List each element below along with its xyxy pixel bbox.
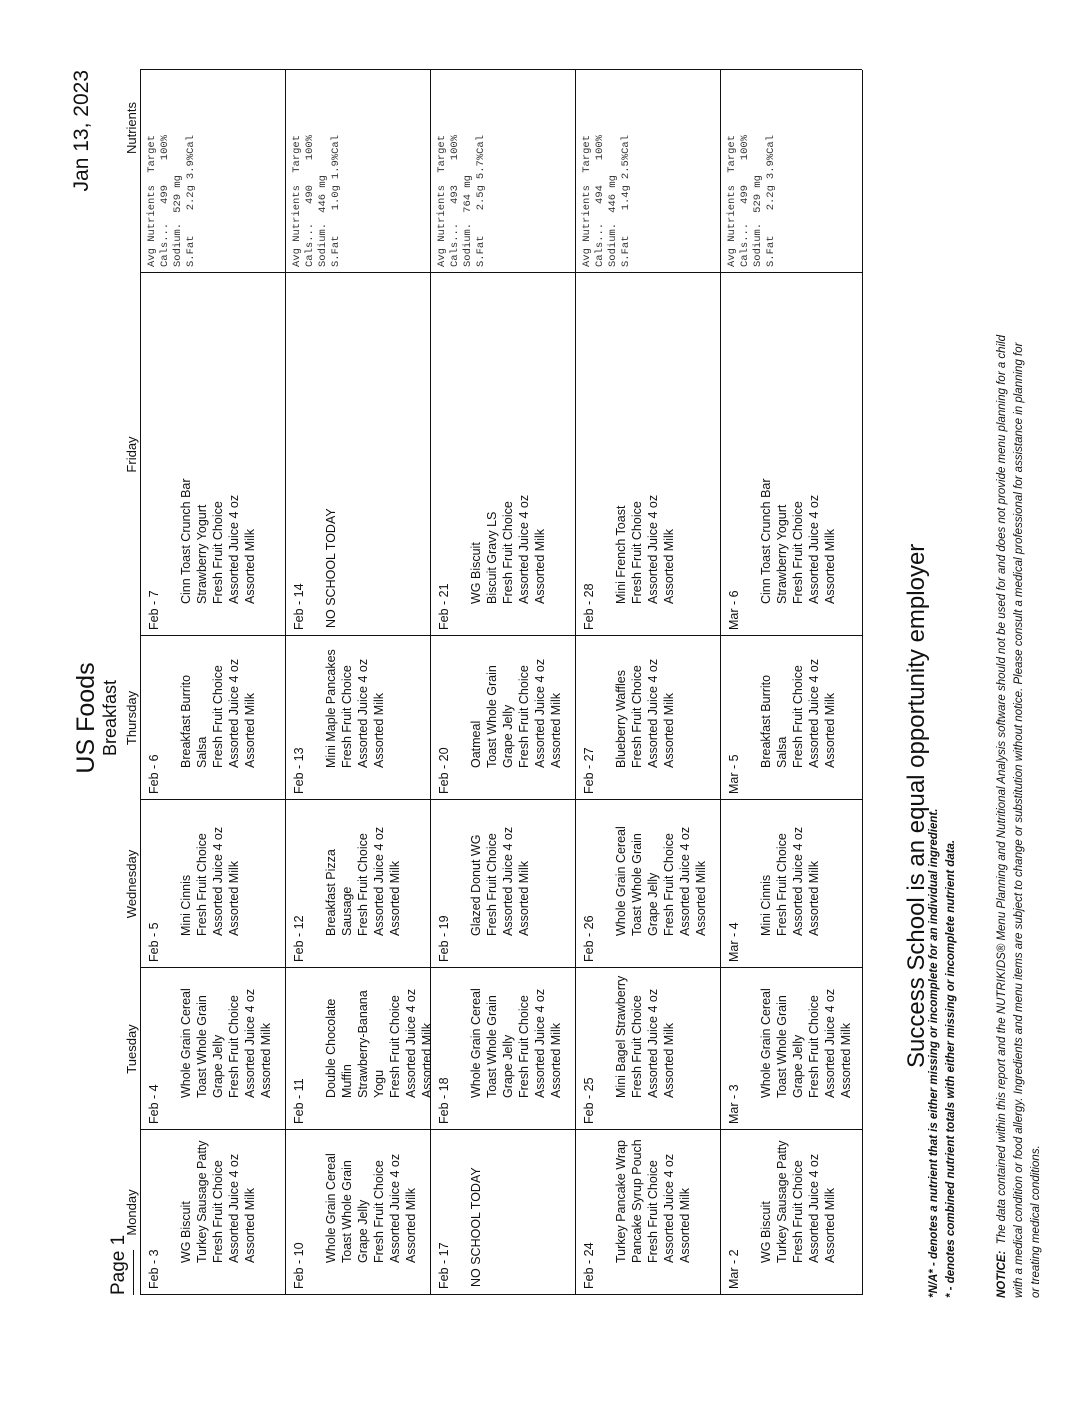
nutrient-sfat-label: S.Fat [620, 235, 632, 267]
menu-item: Assorted Milk [549, 1022, 563, 1098]
no-school-notice: NO SCHOOL TODAY [324, 508, 338, 628]
menu-item: Fresh Fruit Choice [662, 833, 676, 936]
menu-item: Assorted Milk [549, 692, 563, 768]
nutrient-sodium-label: Sodium. [462, 222, 474, 267]
day-date: Feb - 13 [292, 747, 306, 794]
nutrient-target: Target [291, 134, 303, 173]
menu-item: Whole Grain Cereal [759, 988, 773, 1098]
menu-day-cell [140, 636, 285, 800]
menu-item: Whole Grain Cereal [469, 988, 483, 1098]
nutrient-sfat-pct: 2.5%Cal [620, 134, 632, 180]
menu-item: Oatmeal [469, 720, 483, 768]
menu-item: Assorted Juice 4 oz [678, 826, 692, 936]
menu-day-cell [575, 1130, 720, 1295]
day-date: Feb - 7 [147, 590, 161, 630]
menu-item: Assorted Juice 4 oz [807, 494, 821, 604]
menu-day-cell [720, 273, 862, 636]
menu-item: Breakfast Burrito [759, 674, 773, 768]
day-date: Feb - 3 [147, 1249, 161, 1289]
menu-item: Assorted Milk [243, 528, 257, 604]
nutrient-heading: Avg Nutrients [436, 185, 448, 267]
menu-item: Assorted Milk [807, 860, 821, 936]
menu-day-cell [575, 800, 720, 968]
nutrient-sfat: 2.5g [475, 185, 487, 211]
menu-item: Fresh Fruit Choice [372, 1160, 386, 1263]
menu-item: Fresh Fruit Choice [211, 1160, 225, 1263]
menu-item: Fresh Fruit Choice [630, 665, 644, 768]
menu-item: Assorted Juice 4 oz [227, 658, 241, 768]
menu-day-cell [140, 800, 285, 968]
nutrient-cals-target: 100% [449, 134, 461, 161]
nutrient-sfat: 2.2g [765, 185, 777, 211]
nutrient-heading: Avg Nutrients [291, 185, 303, 267]
menu-day-cell [720, 1130, 862, 1295]
menu-item: Pancake Syrup Pouch [630, 1139, 644, 1263]
nutrient-cals-target: 100% [304, 134, 316, 161]
menu-item: Mini Cinnis [759, 874, 773, 936]
menu-day-cell [575, 968, 720, 1130]
notice-line-3: or treating medical conditions. [1030, 1145, 1042, 1298]
note-na: *N/A* - denotes a nutrient that is either missing or incomplete for an individual ingredient. [928, 808, 940, 1298]
nutrient-sfat-label: S.Fat [475, 235, 487, 267]
nutrient-sodium-label: Sodium. [317, 222, 329, 267]
nutrient-sfat-label: S.Fat [185, 235, 197, 267]
menu-item: Assorted Juice 4 oz [807, 1153, 821, 1263]
day-header-thursday: Thursday [124, 690, 139, 746]
menu-item: Grape Jelly [356, 1199, 370, 1263]
nutrient-sodium: 446 mg [317, 175, 329, 213]
day-date: Feb - 11 [292, 1078, 306, 1124]
column-divider [140, 69, 862, 70]
nutrient-target: Target [146, 134, 158, 173]
menu-item: Fresh Fruit Choice [211, 501, 225, 604]
menu-item: Salsa [775, 736, 789, 768]
day-date: Feb - 24 [582, 1242, 596, 1289]
menu-item: Mini Cinnis [179, 874, 193, 936]
menu-item: Assorted Milk [823, 1187, 837, 1263]
menu-item: Whole Grain Cereal [614, 826, 628, 936]
nutrient-cals: 490 [304, 185, 316, 204]
nutrient-heading: Avg Nutrients [146, 185, 158, 267]
menu-item: Breakfast Pizza Sausage [324, 849, 354, 936]
menu-item: Assorted Milk [533, 528, 547, 604]
menu-item: Cinn Toast Crunch Bar [179, 478, 193, 604]
day-date: Feb - 6 [147, 754, 161, 794]
nutrient-summary [581, 129, 633, 267]
day-date: Feb - 10 [292, 1242, 306, 1289]
menu-item: Fresh Fruit Choice [501, 501, 515, 604]
menu-item: Blueberry Waffles [614, 670, 628, 768]
menu-day-cell [285, 273, 430, 636]
menu-day-cell [720, 968, 862, 1130]
menu-item: Mini French Toast [614, 505, 628, 604]
day-date: Mar - 2 [727, 1249, 741, 1289]
nutrient-cals-target: 100% [739, 134, 751, 161]
nutrient-sodium-label: Sodium. [172, 222, 184, 267]
menu-item: Assorted Juice 4 oz [662, 1153, 676, 1263]
menu-item: Toast Whole Grain [630, 833, 644, 936]
notice-line-1 [996, 335, 1008, 1298]
day-date: Mar - 3 [727, 1084, 741, 1124]
menu-day-cell [140, 273, 285, 636]
menu-day-cell [140, 968, 285, 1130]
menu-item: Fresh Fruit Choice [388, 995, 402, 1098]
day-date: Feb - 5 [147, 922, 161, 962]
menu-item: Assorted Juice 4 oz [791, 826, 805, 936]
menu-day-cell [285, 800, 430, 968]
menu-item: Salsa [195, 736, 209, 768]
day-date: Feb - 17 [437, 1242, 451, 1289]
nutrient-target: Target [726, 134, 738, 173]
menu-item: Assorted Milk [227, 860, 241, 936]
menu-item: Fresh Fruit Choice [775, 833, 789, 936]
nutrient-sfat-pct: 3.9%Cal [765, 134, 777, 180]
nutrient-summary [436, 129, 488, 267]
menu-item: Assorted Juice 4 oz [646, 494, 660, 604]
menu-item: Fresh Fruit Choice [517, 995, 531, 1098]
day-header-monday: Monday [124, 1189, 139, 1236]
nutrient-heading: Avg Nutrients [726, 185, 738, 267]
menu-item: Fresh Fruit Choice [340, 665, 354, 768]
menu-item: Turkey Sausage Patty [195, 1140, 209, 1263]
menu-item: Assorted Milk [517, 860, 531, 936]
menu-day-cell [285, 968, 434, 1130]
day-header-wednesday: Wednesday [124, 849, 139, 919]
nutrient-cals-target: 100% [594, 134, 606, 161]
menu-item: Assorted Milk [243, 692, 257, 768]
menu-item: Assorted Milk [678, 1187, 692, 1263]
nutrient-sfat: 1.0g [330, 185, 342, 211]
notice-text-1: The data contained within this report and the NUTRIKIDS® Menu Planning and Nutritional Analysis software should not be used for and does not provide menu planning for a child [996, 334, 1008, 1245]
day-date: Feb - 20 [437, 747, 451, 794]
menu-item: WG Biscuit [759, 1201, 773, 1263]
nutrient-sodium: 446 mg [607, 175, 619, 213]
menu-day-cell [720, 636, 862, 800]
day-date: Mar - 5 [727, 754, 741, 794]
nutrient-cals-label: Cals... [739, 222, 751, 267]
menu-item: Fresh Fruit Choice [791, 501, 805, 604]
menu-item: Assorted Juice 4 oz [372, 826, 386, 936]
day-date: Mar - 4 [727, 922, 741, 962]
menu-item: Assorted Milk [420, 1022, 434, 1098]
menu-day-cell [575, 636, 720, 800]
menu-item: Assorted Juice 4 oz [533, 988, 547, 1098]
menu-item: Fresh Fruit Choice [485, 833, 499, 936]
nutrient-sfat-pct: 5.7%Cal [475, 134, 487, 180]
menu-item: Mini Bagel Strawberry [614, 975, 628, 1098]
menu-item: Assorted Milk [662, 528, 676, 604]
menu-item: Assorted Milk [839, 1022, 853, 1098]
menu-item: Assorted Milk [662, 692, 676, 768]
menu-item: Fresh Fruit Choice [517, 665, 531, 768]
menu-item: Assorted Juice 4 oz [646, 658, 660, 768]
menu-item: Assorted Juice 4 oz [243, 988, 257, 1098]
menu-item: Assorted Milk [372, 692, 386, 768]
nutrient-sodium-label: Sodium. [752, 222, 764, 267]
nutrient-cals-label: Cals... [159, 222, 171, 267]
menu-item: Fresh Fruit Choice [356, 833, 370, 936]
day-date: Feb - 14 [292, 583, 306, 630]
menu-item: Strawberry Yogurt [195, 504, 209, 604]
nutrient-sodium-label: Sodium. [607, 222, 619, 267]
menu-day-cell [430, 1130, 575, 1295]
nutrient-sfat-label: S.Fat [765, 235, 777, 267]
equal-opportunity-statement: Success School is an equal opportunity employer [903, 543, 930, 1068]
menu-day-cell [285, 1130, 430, 1295]
day-date: Feb - 12 [292, 915, 306, 962]
menu-item: Toast Whole Grain [485, 995, 499, 1098]
menu-item: Fresh Fruit Choice [646, 1160, 660, 1263]
no-school-notice: NO SCHOOL TODAY [469, 1167, 483, 1287]
menu-item: Toast Whole Grain [775, 995, 789, 1098]
notice-label: NOTICE: [996, 1250, 1008, 1298]
menu-day-cell [285, 636, 430, 800]
report-date: Jan 13, 2023 [70, 70, 93, 192]
brand-title: US Foods [72, 662, 100, 774]
nutrient-cals-label: Cals... [304, 222, 316, 267]
nutrient-target: Target [436, 134, 448, 173]
menu-item: Mini Maple Pancakes [324, 649, 338, 768]
nutrient-cals: 499 [739, 185, 751, 204]
menu-item: Fresh Fruit Choice [195, 833, 209, 936]
menu-item: Toast Whole Grain [340, 1160, 354, 1263]
menu-item: Fresh Fruit Choice [630, 995, 644, 1098]
menu-item: Assorted Juice 4 oz [227, 494, 241, 604]
menu-day-cell [430, 800, 575, 968]
day-date: Feb - 26 [582, 915, 596, 962]
menu-item: Fresh Fruit Choice [211, 665, 225, 768]
nutrients-header: Nutrients [124, 101, 139, 155]
nutrient-summary [726, 129, 778, 267]
nutrient-sfat-pct: 1.9%Cal [330, 134, 342, 180]
nutrient-cals: 493 [449, 185, 461, 204]
day-date: Feb - 18 [437, 1077, 451, 1124]
menu-item: WG Biscuit [469, 542, 483, 604]
menu-item: Assorted Juice 4 oz [517, 494, 531, 604]
menu-item: Assorted Milk [662, 1022, 676, 1098]
day-date: Feb - 19 [437, 915, 451, 962]
menu-item: Assorted Milk [259, 1022, 273, 1098]
nutrient-sfat: 1.4g [620, 185, 632, 211]
day-date: Mar - 6 [727, 590, 741, 630]
menu-item: Assorted Milk [388, 860, 402, 936]
menu-day-cell [430, 273, 575, 636]
day-date: Feb - 27 [582, 747, 596, 794]
notice-line-2: with a medical condition or food allergy. Ingredients and menu items are subject to change or substitution without notice. Please consult a medical professional for assistance in planning for [1013, 342, 1025, 1298]
menu-item: Turkey Pancake Wrap [614, 1140, 628, 1263]
nutrient-sfat-label: S.Fat [330, 235, 342, 267]
menu-item: Fresh Fruit Choice [791, 1160, 805, 1263]
day-date: Feb - 25 [582, 1077, 596, 1124]
menu-item: Assorted Juice 4 oz [807, 658, 821, 768]
day-header-friday: Friday [124, 436, 139, 473]
day-date: Feb - 4 [147, 1084, 161, 1124]
menu-item: Assorted Milk [823, 692, 837, 768]
menu-item: Assorted Juice 4 oz [404, 988, 418, 1098]
menu-item: Assorted Juice 4 oz [211, 826, 225, 936]
menu-item: Fresh Fruit Choice [630, 501, 644, 604]
note-star: * - denotes combined nutrient totals with either missing or incomplete nutrient data. [945, 839, 957, 1298]
menu-day-cell [430, 968, 575, 1130]
menu-item: Assorted Juice 4 oz [823, 988, 837, 1098]
menu-item: Breakfast Burrito [179, 674, 193, 768]
menu-item: Fresh Fruit Choice [791, 665, 805, 768]
menu-item: Assorted Milk [694, 860, 708, 936]
menu-item: Assorted Juice 4 oz [646, 988, 660, 1098]
nutrient-sodium: 529 mg [172, 175, 184, 213]
day-date: Feb - 21 [437, 583, 451, 630]
menu-item: Grape Jelly [211, 1034, 225, 1098]
page-number: Page 1 [108, 1234, 129, 1295]
menu-item: Assorted Juice 4 oz [388, 1153, 402, 1263]
nutrient-sfat: 2.2g [185, 185, 197, 211]
menu-item: Assorted Juice 4 oz [356, 658, 370, 768]
menu-item: Whole Grain Cereal [179, 988, 193, 1098]
menu-item: Assorted Milk [823, 528, 837, 604]
menu-item: Fresh Fruit Choice [807, 995, 821, 1098]
nutrient-cals-label: Cals... [449, 222, 461, 267]
nutrient-cals: 494 [594, 185, 606, 204]
menu-item: Grape Jelly [501, 1034, 515, 1098]
menu-item: Strawberry Yogurt [775, 504, 789, 604]
menu-item: Grape Jelly [646, 872, 660, 936]
menu-day-cell [720, 800, 862, 968]
menu-day-cell [430, 636, 575, 800]
day-header-tuesday: Tuesday [124, 1024, 139, 1074]
nutrient-sodium: 764 mg [462, 175, 474, 213]
nutrient-summary [146, 129, 198, 267]
day-date: Feb - 28 [582, 583, 596, 630]
nutrient-target: Target [581, 134, 593, 173]
menu-item: Toast Whole Grain [195, 995, 209, 1098]
menu-item: Strawberry-Banana Yogu [356, 990, 386, 1098]
menu-item: Assorted Milk [404, 1187, 418, 1263]
menu-item: Cinn Toast Crunch Bar [759, 478, 773, 604]
menu-item: Whole Grain Cereal [324, 1153, 338, 1263]
menu-item: Assorted Milk [243, 1187, 257, 1263]
menu-item: Grape Jelly [791, 1034, 805, 1098]
menu-day-cell [140, 1130, 285, 1295]
nutrient-sfat-pct: 3.9%Cal [185, 134, 197, 180]
nutrient-summary [291, 129, 343, 267]
meal-title: Breakfast [100, 679, 120, 757]
menu-item: Assorted Juice 4 oz [227, 1153, 241, 1263]
nutrient-cals: 499 [159, 185, 171, 204]
nutrient-cals-target: 100% [159, 134, 171, 161]
menu-item: Assorted Juice 4 oz [501, 826, 515, 936]
menu-item: Assorted Juice 4 oz [533, 658, 547, 768]
menu-item: Biscuit Gravy LS [485, 511, 499, 604]
nutrient-heading: Avg Nutrients [581, 185, 593, 267]
menu-item: Double Chocolate Muffin [324, 998, 354, 1098]
menu-item: Fresh Fruit Choice [227, 995, 241, 1098]
menu-item: Glazed Donut WG [469, 834, 483, 936]
menu-item: Toast Whole Grain [485, 665, 499, 768]
menu-item: WG Biscuit [179, 1201, 193, 1263]
menu-item: Turkey Sausage Patty [775, 1140, 789, 1263]
nutrient-sodium: 529 mg [752, 175, 764, 213]
nutrient-cals-label: Cals... [594, 222, 606, 267]
row-divider [862, 70, 863, 1295]
menu-item: Grape Jelly [501, 704, 515, 768]
menu-day-cell [575, 273, 720, 636]
